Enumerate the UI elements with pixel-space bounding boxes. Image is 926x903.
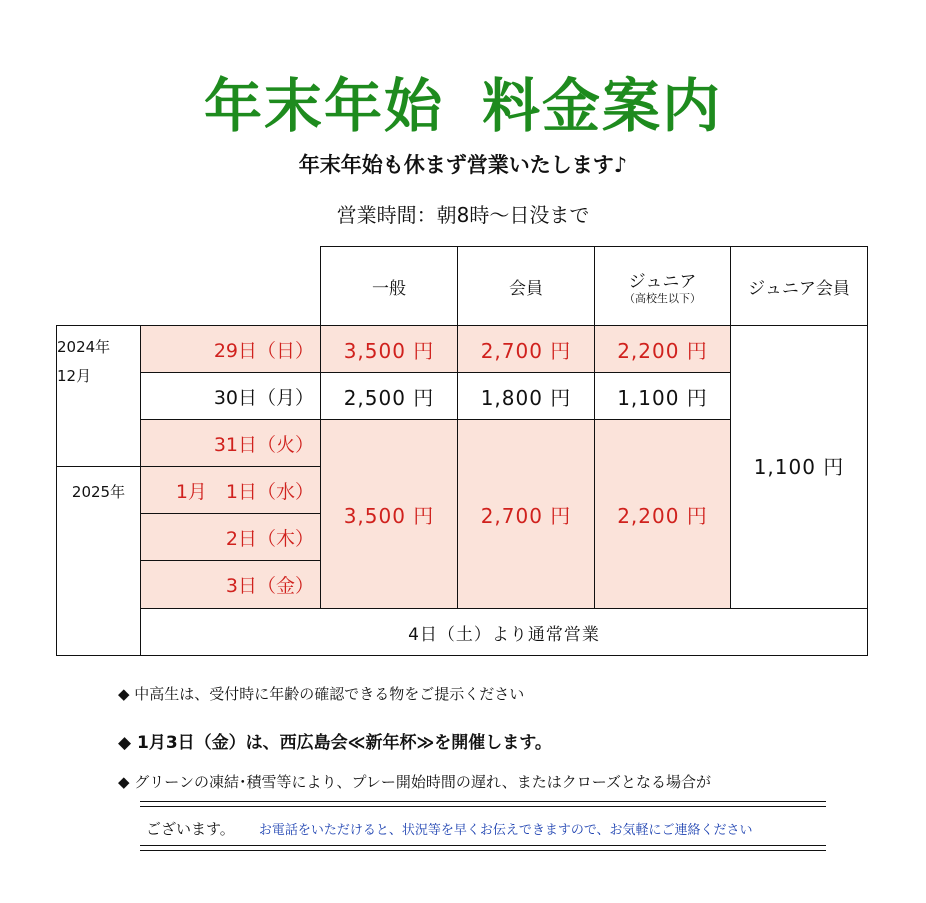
contact-line [146,818,753,839]
year-2024: 2024年 [57,338,111,356]
subtitle: 年末年始も休まず営業いたします♪ [298,153,628,177]
price-29-general: 3,500 円 [320,325,458,373]
date-30: 30日（月） [140,372,321,420]
year-2025: 2025年 [71,483,126,501]
header-junior-label: ジュニア [628,272,697,292]
regular-hours-note: 4日（土）より通常営業 [140,608,868,656]
header-junior-note: （高校生以下） [624,292,701,305]
note-id-check: ◆ 中高生は、受付時に年齢の確認できる物をご提示ください [118,685,525,703]
date-jan-1: 1月 1日（水） [140,466,321,514]
header-junior [594,246,731,326]
price-30-general: 2,500 円 [320,372,458,420]
title-part2: 料金案内 [482,72,723,140]
date-jan-3: 3日（金） [140,560,321,609]
date-31: 31日（火） [140,419,321,467]
header-member: 会員 [457,246,595,326]
price-29-junior: 2,200 円 [594,325,731,373]
price-30-member: 1,800 円 [457,372,595,420]
date-29: 29日（日） [140,325,321,373]
header-junior-member: ジュニア会員 [730,246,868,326]
month-12: 12月 [57,367,92,385]
divider-top [140,801,826,807]
date-jan-2: 2日（木） [140,513,321,561]
price-merged-member: 2,700 円 [457,419,595,609]
year-2025-cell [56,466,141,656]
note-new-year-cup: ◆ 1月3日（金）は、西広島会≪新年杯≫を開催します。 [118,733,552,753]
price-30-junior: 1,100 円 [594,372,731,420]
business-hours: 営業時間：朝8時～日没まで [336,203,590,227]
price-29-member: 2,700 円 [457,325,595,373]
price-merged-general: 3,500 円 [320,419,458,609]
price-junior-member: 1,100 円 [730,325,868,609]
year-2024-cell [56,325,141,467]
price-merged-junior: 2,200 円 [594,419,731,609]
title-part1: 年末年始 [203,72,444,140]
divider-bottom [140,845,826,851]
contact-text: ございます。 [146,820,235,838]
note-frost-warning: ◆ グリーンの凍結･積雪等により、プレー開始時間の遅れ、またはクローズとなる場合が [118,773,712,791]
contact-blue-text: お電話をいただけると、状況等を早くお伝えできますので、お気軽にご連絡ください [258,823,753,838]
header-general: 一般 [320,246,458,326]
